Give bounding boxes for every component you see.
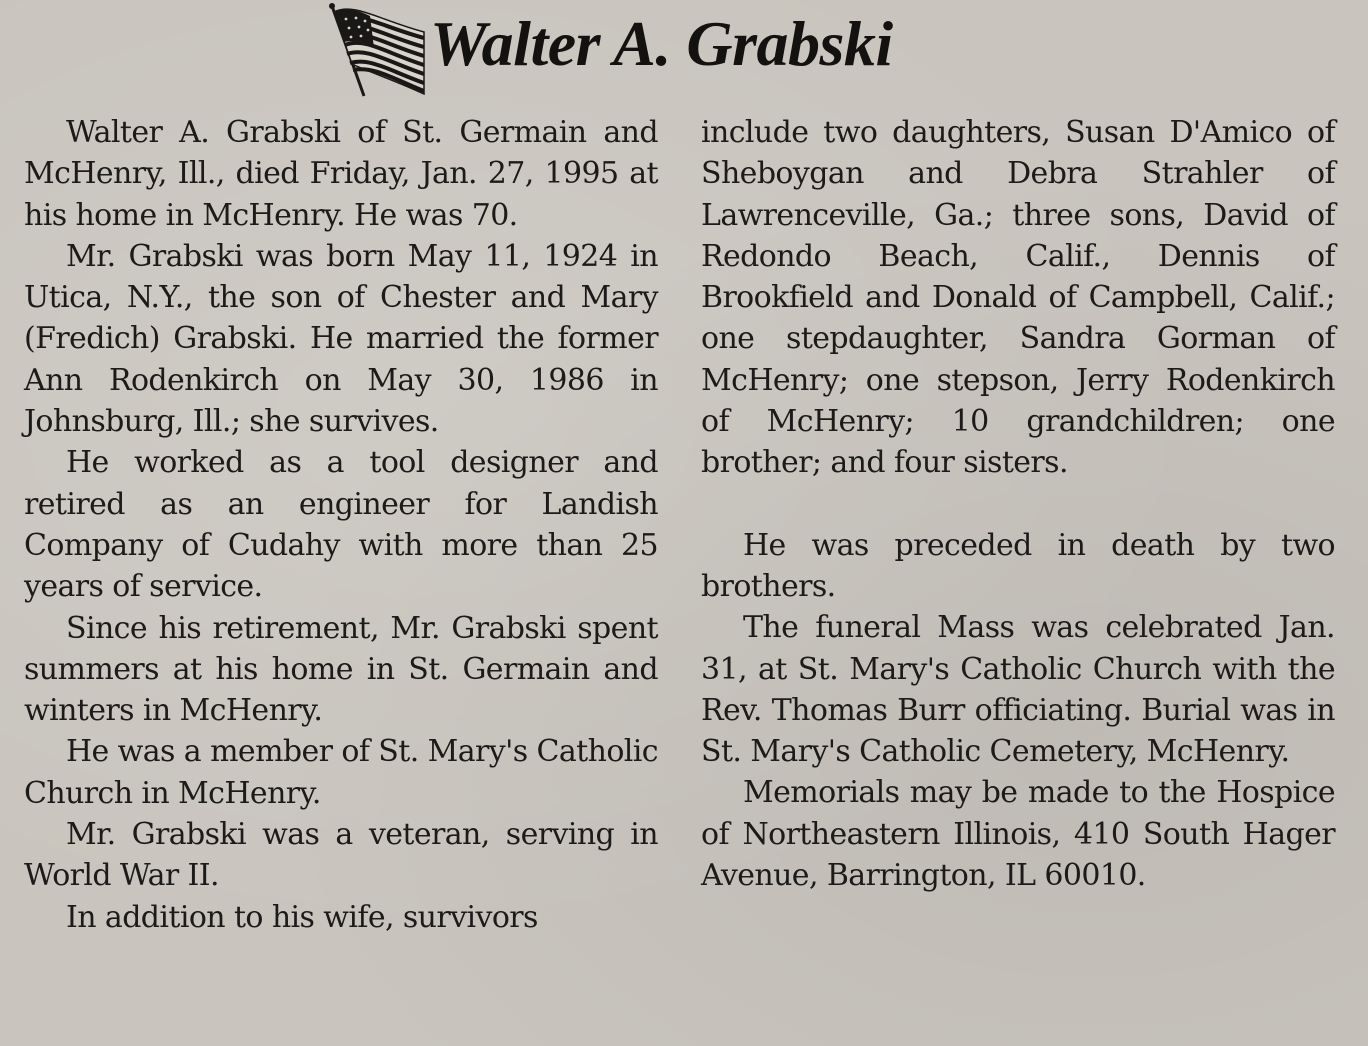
paragraph-retirement: Since his retirement, Mr. Grabski spent summers at his home in St. Germain and winters in McHenry. [24,610,658,729]
paragraph-survivors-continued: include two daughters, Susan D'Amico of Sheboygan and Debra Strahler of Lawrenceville, Ga.; three sons, David of Redondo Beach, Calif., Dennis of Brookfield and Donald of Campbell, Calif.; one stepdaughter, Sandra Gorman of McHenry; one stepson, Jerry Rodenkirch of McHenry; 10 grandchildren; one brother; and four sisters. [701,115,1335,481]
paragraph-preceded: He was preceded in death by two brothers. [701,527,1335,604]
paragraph-church: He was a member of St. Mary's Catholic Church in McHenry. [24,734,658,811]
paragraph-survivors-start: In addition to his wife, survivors [66,899,538,935]
paragraph-funeral: The funeral Mass was celebrated Jan. 31, at St. Mary's Catholic Church with the Rev. Thomas Burr officiating. Burial was in St. Mary's Catholic Cemetery, McHenry. [701,610,1335,770]
paragraph-birth-marriage: Mr. Grabski was born May 11, 1924 in Utica, N.Y., the son of Chester and Mary (Fredich) Grabski. He married the former Ann Rodenkirch on May 30, 1986 in Johnsburg, Ill.; she survives. [24,238,658,440]
paragraph-death-notice: Walter A. Grabski of St. Germain and McHenry, Ill., died Friday, Jan. 27, 1995 at his home in McHenry. He was 70. [24,115,658,233]
left-column [24,112,658,938]
paragraph-career: He worked as a tool designer and retired as an engineer for Landish Company of Cudahy with more than 25 years of service. [24,445,658,605]
obituary-title: Walter A. Grabski [430,8,893,79]
obituary-header [318,0,1058,100]
paragraph-memorials: Memorials may be made to the Hospice of Northeastern Illinois, 410 South Hager Avenue, Barrington, IL 60010. [701,775,1335,894]
american-flag-icon [324,2,430,98]
paragraph-veteran: Mr. Grabski was a veteran, serving in World War II. [24,817,658,894]
right-column [701,112,1335,896]
